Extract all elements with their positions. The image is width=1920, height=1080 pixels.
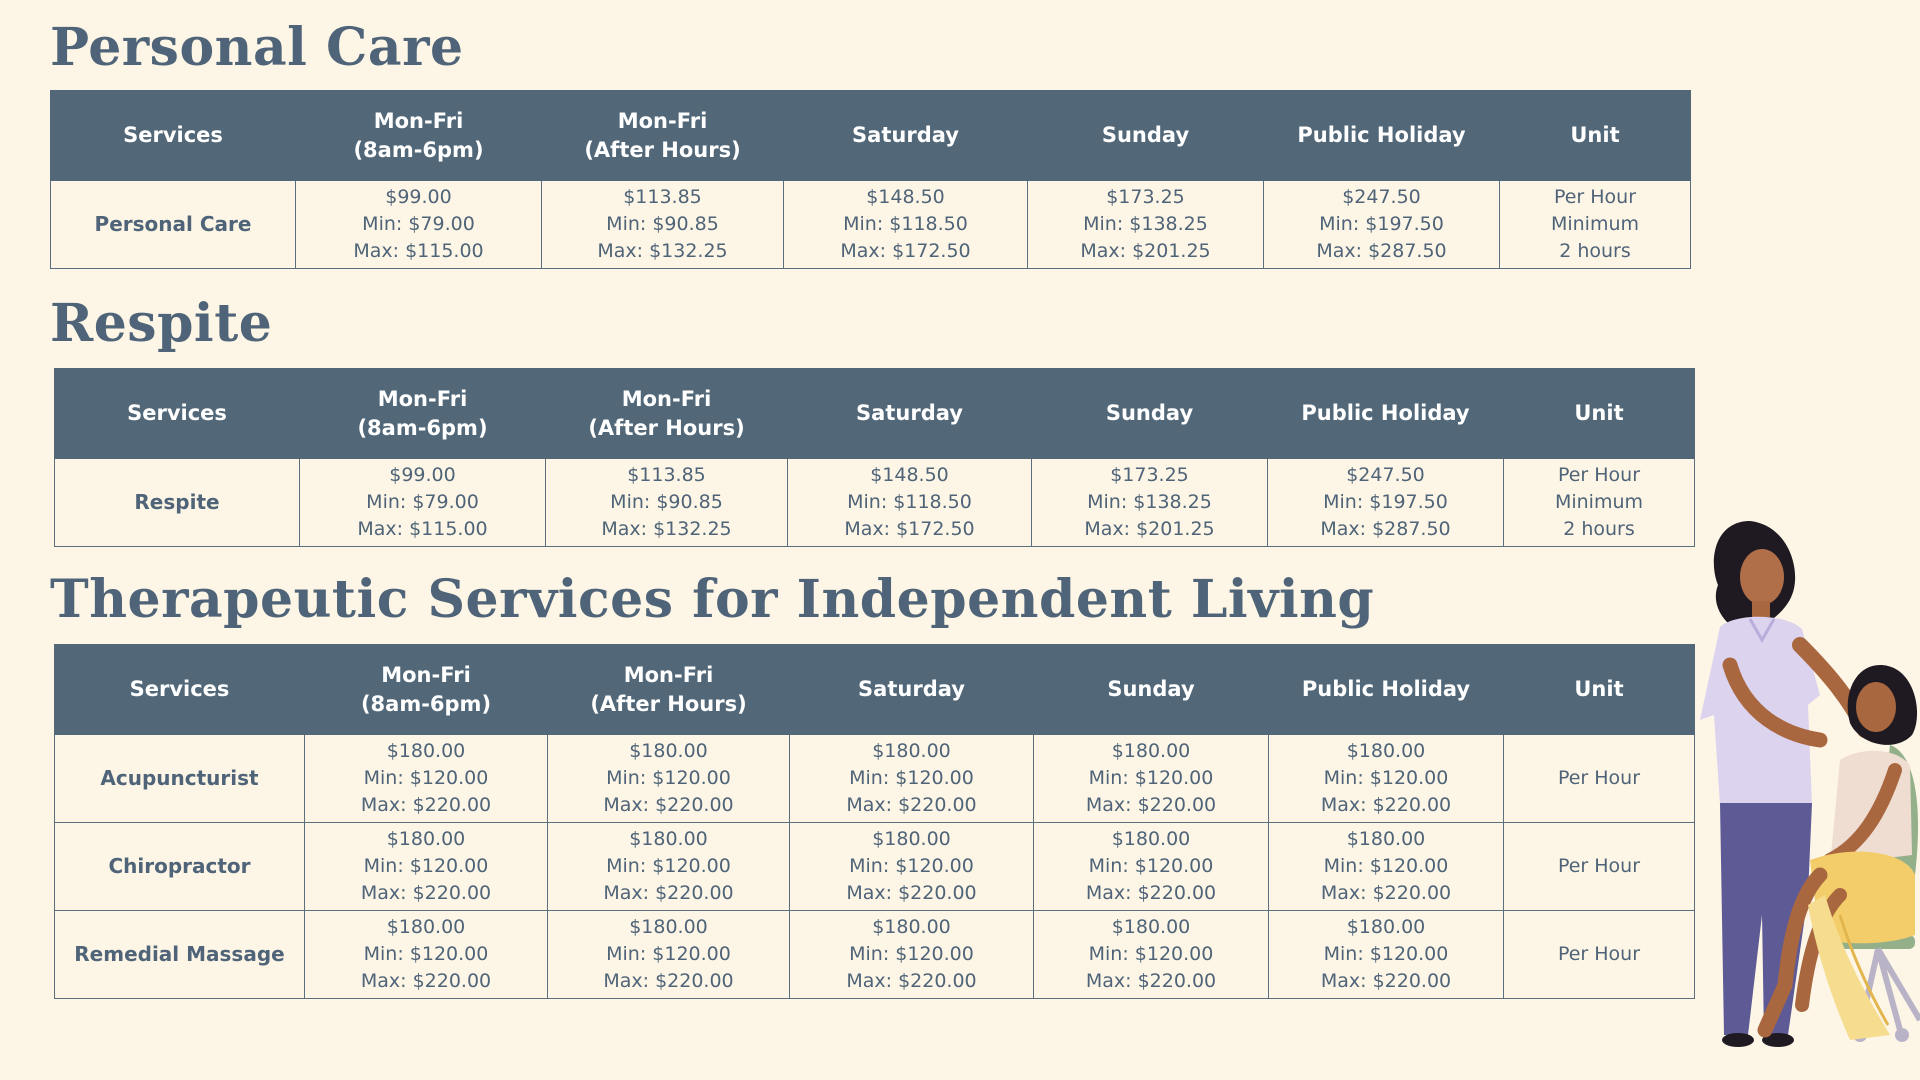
header-saturday: Saturday bbox=[788, 369, 1032, 459]
rate-max: Max: $172.50 bbox=[840, 240, 971, 262]
rate-max: Max: $115.00 bbox=[357, 518, 488, 540]
rate-base: $180.00 bbox=[386, 828, 466, 850]
rate-cell bbox=[1034, 911, 1269, 999]
header-mon-fri-after-hours: Mon-Fri (After Hours) bbox=[546, 369, 788, 459]
unit-cell bbox=[1504, 823, 1695, 911]
personal-care-rates-table bbox=[50, 90, 1691, 269]
rate-max: Max: $220.00 bbox=[360, 970, 492, 992]
rate-min: Min: $120.00 bbox=[606, 767, 731, 789]
rate-min: Min: $90.85 bbox=[606, 213, 719, 235]
rate-base: $180.00 bbox=[386, 740, 466, 762]
header-public-holiday: Public Holiday bbox=[1268, 369, 1504, 459]
rate-max: Max: $220.00 bbox=[1320, 882, 1452, 904]
unit-line: 2 hours bbox=[1563, 518, 1635, 540]
rate-min: Min: $118.50 bbox=[847, 491, 972, 513]
rate-min: Min: $118.50 bbox=[843, 213, 968, 235]
service-name-remedial-massage: Remedial Massage bbox=[55, 911, 305, 999]
table-row bbox=[51, 181, 1691, 269]
rate-cell bbox=[546, 459, 788, 547]
rate-base: $180.00 bbox=[1111, 740, 1191, 762]
rate-cell bbox=[790, 823, 1034, 911]
header-sunday: Sunday bbox=[1034, 645, 1269, 735]
header-saturday: Saturday bbox=[790, 645, 1034, 735]
rate-base: $180.00 bbox=[629, 828, 708, 850]
rate-cell bbox=[1028, 181, 1264, 269]
unit-cell bbox=[1504, 735, 1695, 823]
rate-min: Min: $120.00 bbox=[849, 943, 974, 965]
rate-min: Min: $120.00 bbox=[1088, 767, 1214, 789]
rate-max: Max: $220.00 bbox=[603, 882, 734, 904]
header-mon-fri-day: Mon-Fri (8am-6pm) bbox=[296, 91, 542, 181]
rate-max: Max: $172.50 bbox=[844, 518, 975, 540]
rate-min: Min: $79.00 bbox=[362, 213, 475, 235]
rate-base: $173.25 bbox=[1110, 464, 1189, 486]
section-title-respite: Respite bbox=[50, 293, 273, 354]
rate-max: Max: $201.25 bbox=[1080, 240, 1211, 262]
rate-max: Max: $132.25 bbox=[601, 518, 732, 540]
rate-max: Max: $220.00 bbox=[603, 970, 734, 992]
rate-base: $180.00 bbox=[872, 828, 951, 850]
rate-min: Min: $138.25 bbox=[1083, 213, 1208, 235]
rate-max: Max: $220.00 bbox=[846, 970, 977, 992]
header-mon-fri-after-hours: Mon-Fri (After Hours) bbox=[542, 91, 784, 181]
rate-max: Max: $220.00 bbox=[1320, 794, 1452, 816]
rate-base: $99.00 bbox=[389, 464, 456, 486]
unit-line: Per Hour bbox=[1557, 943, 1641, 965]
rate-base: $180.00 bbox=[386, 916, 466, 938]
rate-min: Min: $79.00 bbox=[366, 491, 479, 513]
header-services: Services bbox=[55, 369, 300, 459]
rate-max: Max: $220.00 bbox=[360, 882, 492, 904]
header-public-holiday: Public Holiday bbox=[1269, 645, 1504, 735]
rate-cell bbox=[1034, 735, 1269, 823]
rate-cell bbox=[1269, 911, 1504, 999]
rate-cell bbox=[784, 181, 1028, 269]
header-services: Services bbox=[51, 91, 296, 181]
header-unit: Unit bbox=[1500, 91, 1691, 181]
rate-base: $180.00 bbox=[1111, 828, 1191, 850]
service-name-respite: Respite bbox=[55, 459, 300, 547]
unit-line: Per Hour bbox=[1557, 767, 1641, 789]
rate-min: Min: $120.00 bbox=[606, 855, 731, 877]
rate-base: $99.00 bbox=[385, 186, 452, 208]
rate-cell bbox=[296, 181, 542, 269]
header-mon-fri-day: Mon-Fri (8am-6pm) bbox=[300, 369, 546, 459]
service-name-personal-care: Personal Care bbox=[51, 181, 296, 269]
table-row bbox=[55, 459, 1695, 547]
rate-min: Min: $120.00 bbox=[363, 767, 489, 789]
rate-cell bbox=[542, 181, 784, 269]
table-row bbox=[55, 911, 1695, 999]
unit-cell bbox=[1504, 459, 1695, 547]
table-row bbox=[55, 735, 1695, 823]
rate-cell bbox=[305, 911, 548, 999]
rate-base: $180.00 bbox=[1111, 916, 1191, 938]
rate-base: $148.50 bbox=[870, 464, 949, 486]
rate-max: Max: $287.50 bbox=[1316, 240, 1447, 262]
header-mon-fri-day: Mon-Fri (8am-6pm) bbox=[305, 645, 548, 735]
header-sunday: Sunday bbox=[1028, 91, 1264, 181]
rate-min: Min: $120.00 bbox=[1088, 943, 1214, 965]
unit-cell bbox=[1504, 911, 1695, 999]
rate-max: Max: $132.25 bbox=[597, 240, 728, 262]
rate-cell bbox=[548, 735, 790, 823]
rate-max: Max: $220.00 bbox=[1320, 970, 1452, 992]
rate-cell bbox=[1264, 181, 1500, 269]
rate-base: $180.00 bbox=[629, 916, 708, 938]
unit-line: Per Hour bbox=[1553, 186, 1637, 208]
service-name-acupuncturist: Acupuncturist bbox=[55, 735, 305, 823]
rate-min: Min: $120.00 bbox=[606, 943, 731, 965]
rate-cell bbox=[305, 823, 548, 911]
header-unit: Unit bbox=[1504, 645, 1695, 735]
section-title-personal-care: Personal Care bbox=[50, 17, 464, 78]
rate-base: $180.00 bbox=[629, 740, 708, 762]
rate-max: Max: $220.00 bbox=[846, 794, 977, 816]
rate-min: Min: $120.00 bbox=[1323, 943, 1449, 965]
carer-assisting-client-illustration bbox=[1690, 515, 1920, 1060]
rate-base: $180.00 bbox=[872, 916, 951, 938]
rate-max: Max: $220.00 bbox=[1085, 970, 1217, 992]
rate-max: Max: $220.00 bbox=[1085, 882, 1217, 904]
rate-cell bbox=[790, 911, 1034, 999]
rate-min: Min: $120.00 bbox=[849, 855, 974, 877]
rate-min: Min: $138.25 bbox=[1087, 491, 1212, 513]
rate-max: Max: $220.00 bbox=[846, 882, 977, 904]
rate-min: Min: $197.50 bbox=[1319, 213, 1444, 235]
unit-line: Minimum bbox=[1550, 213, 1640, 235]
section-title-therapeutic-services: Therapeutic Services for Independent Living bbox=[50, 569, 1375, 630]
header-unit: Unit bbox=[1504, 369, 1695, 459]
header-saturday: Saturday bbox=[784, 91, 1028, 181]
rate-cell bbox=[1034, 823, 1269, 911]
rate-base: $113.85 bbox=[623, 186, 702, 208]
rate-base: $247.50 bbox=[1346, 464, 1425, 486]
rate-min: Min: $197.50 bbox=[1323, 491, 1448, 513]
rate-base: $247.50 bbox=[1342, 186, 1421, 208]
rate-min: Min: $120.00 bbox=[1088, 855, 1214, 877]
rate-cell bbox=[788, 459, 1032, 547]
rate-base: $180.00 bbox=[1346, 916, 1426, 938]
respite-rates-table bbox=[54, 368, 1695, 547]
header-mon-fri-after-hours: Mon-Fri (After Hours) bbox=[548, 645, 790, 735]
rate-min: Min: $120.00 bbox=[849, 767, 974, 789]
unit-line: Per Hour bbox=[1557, 855, 1641, 877]
rate-base: $180.00 bbox=[872, 740, 951, 762]
rate-min: Min: $120.00 bbox=[1323, 855, 1449, 877]
unit-line: Per Hour bbox=[1557, 464, 1641, 486]
rate-min: Min: $120.00 bbox=[1323, 767, 1449, 789]
rate-cell bbox=[1268, 459, 1504, 547]
rate-cell bbox=[1032, 459, 1268, 547]
rate-base: $113.85 bbox=[627, 464, 706, 486]
rate-cell bbox=[300, 459, 546, 547]
table-row bbox=[55, 823, 1695, 911]
header-public-holiday: Public Holiday bbox=[1264, 91, 1500, 181]
rate-min: Min: $90.85 bbox=[610, 491, 723, 513]
unit-line: 2 hours bbox=[1559, 240, 1631, 262]
service-name-chiropractor: Chiropractor bbox=[55, 823, 305, 911]
rate-cell bbox=[1269, 823, 1504, 911]
rate-min: Min: $120.00 bbox=[363, 943, 489, 965]
rate-max: Max: $220.00 bbox=[603, 794, 734, 816]
unit-line: Minimum bbox=[1554, 491, 1644, 513]
rate-max: Max: $115.00 bbox=[353, 240, 484, 262]
rate-cell bbox=[305, 735, 548, 823]
rate-min: Min: $120.00 bbox=[363, 855, 489, 877]
rate-base: $173.25 bbox=[1106, 186, 1185, 208]
header-services: Services bbox=[55, 645, 305, 735]
rate-max: Max: $287.50 bbox=[1320, 518, 1451, 540]
rate-base: $180.00 bbox=[1346, 828, 1426, 850]
rate-base: $180.00 bbox=[1346, 740, 1426, 762]
rate-cell bbox=[790, 735, 1034, 823]
rate-cell bbox=[548, 911, 790, 999]
therapeutic-services-rates-table bbox=[54, 644, 1695, 999]
rate-max: Max: $201.25 bbox=[1084, 518, 1215, 540]
header-sunday: Sunday bbox=[1032, 369, 1268, 459]
rate-base: $148.50 bbox=[866, 186, 945, 208]
unit-cell bbox=[1500, 181, 1691, 269]
rate-max: Max: $220.00 bbox=[1085, 794, 1217, 816]
rate-cell bbox=[548, 823, 790, 911]
rate-cell bbox=[1269, 735, 1504, 823]
rate-max: Max: $220.00 bbox=[360, 794, 492, 816]
